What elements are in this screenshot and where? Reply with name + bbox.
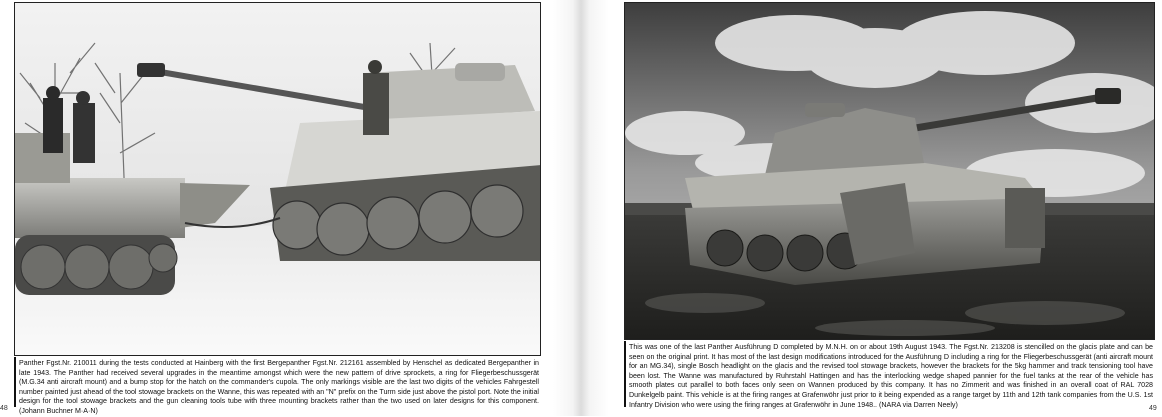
left-page [0,0,553,416]
photo-left-illustration [15,3,541,356]
photo-bergepanther-and-panther-in-snow [14,2,541,356]
page-number-right: 49 [1149,405,1157,412]
page-number-left: 48 [0,405,8,412]
photo-right-illustration [625,3,1155,340]
book-gutter [553,0,609,416]
photo-panther-ausf-d-in-field [624,2,1155,340]
caption-right: This was one of the last Panther Ausführung D completed by M.N.H. on or about 19th August 1943. The Fgst.Nr. 213208 is stencilled on the glacis plate and can be seen on the original print. It has most of the last design modifications introduced for the Ausführung D including a ring for the Fliegerbeschussgerät (anti aircraft mount for an MG.34), single Bosch headlight on the glacis and the revised tool stowage brackets, however the brackets for the 5kg hammer and track tensioning tool have been lost. The Wanne was manufactured by Ruhrstahl Hattingen and has the interlocking wedge shaped pannier for the fuel tanks at the rear of the vehicle has smooth plates cut parallel to both faces only seen on Wannen produced by this company. It has no Zimmerit and was finished in an overall coat of RAL 7028 Dunkelgelb paint. This vehicle is at the firing ranges at Grafenwöhr just prior to it being expended as a range target by 11th and 12th tank companies from the U.S. 1st Infantry Division who were using the firing ranges at Grafenwöhr in June 1948.. (NARA via Darren Neely) [624,341,1155,407]
caption-left: Panther Fgst.Nr. 210011 during the tests conducted at Hainberg with the first Bergepanther Fgst.Nr. 212161 assembled by Henschel as dedicated Bergepanther in late 1943. The Panther had received several upgrades in the meantime amongst which were the new pattern of drive sprockets, a ring for Fliegerbeschussgerät (M.G.34 anti aircraft mount) and a bump stop for the hatch on the commander's cupola. The only markings visible are the last two digits of the vehicles Fahrgestell number painted just ahead of the tool stowage brackets on the Wanne, this was repeated with an "N" prefix on the Turm side just above the pistol port. Note the initial design for the tool stowage brackets and the gun cleaning tools tube with three mounting brackets rather than the two used on later designs for this component. (Johann Buchner M·A·N) [14,357,541,407]
right-page [609,0,1162,416]
